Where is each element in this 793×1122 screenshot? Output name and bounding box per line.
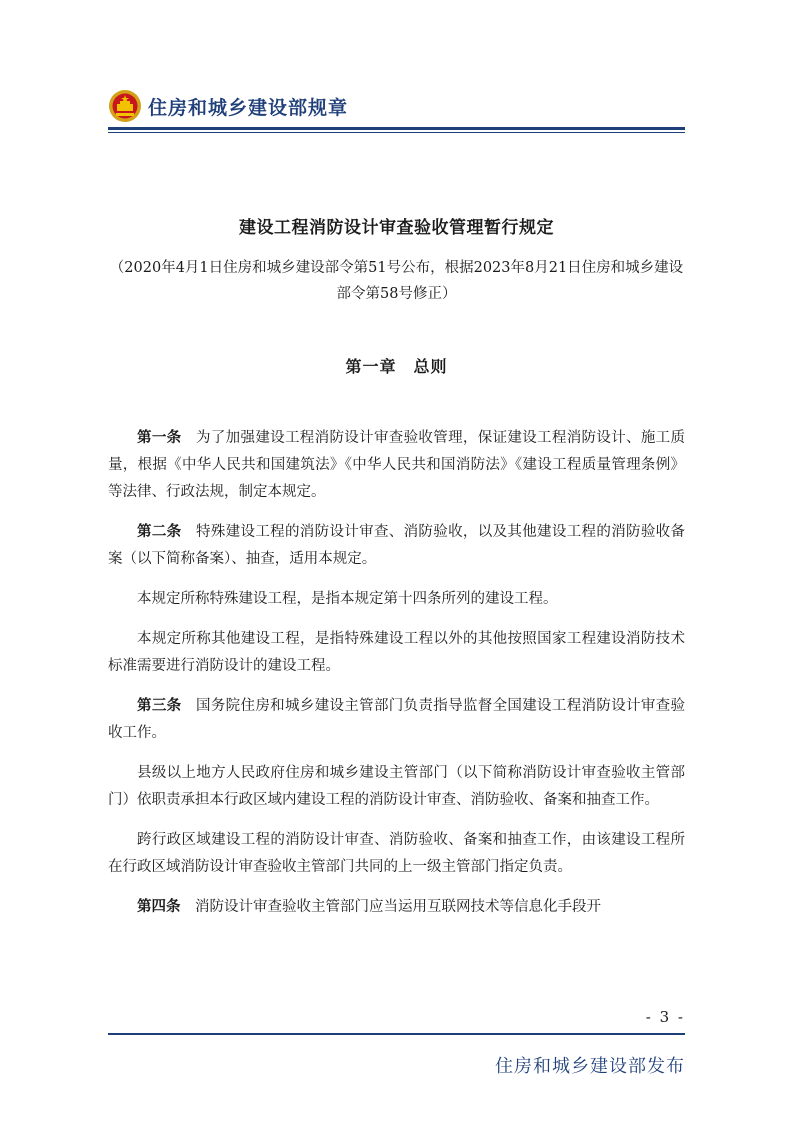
document-revision-note: （2020年4月1日住房和城乡建设部令第51号公布，根据2023年8月21日住房和城乡建设部令第58号修正） bbox=[109, 260, 684, 302]
footer-divider bbox=[108, 1033, 685, 1035]
article-label: 第一条 bbox=[137, 430, 182, 446]
chapter-heading: 第一章 总则 bbox=[345, 357, 448, 376]
article-text: 本规定所称特殊建设工程，是指本规定第十四条所列的建设工程。 bbox=[137, 591, 558, 607]
footer-publisher: 住房和城乡建设部发布 bbox=[495, 1056, 685, 1077]
article-paragraph bbox=[108, 519, 685, 573]
article-paragraph bbox=[108, 894, 685, 921]
page-number: - 3 - bbox=[645, 1008, 685, 1026]
document-title: 建设工程消防设计审查验收管理暂行规定 bbox=[239, 218, 554, 238]
header-title: 住房和城乡建设部规章 bbox=[148, 96, 349, 119]
header-divider-thin bbox=[108, 132, 685, 133]
article-text: 国务院住房和城乡建设主管部门负责指导监督全国建设工程消防设计审查验收工作。 bbox=[108, 698, 686, 741]
article-text: 为了加强建设工程消防设计审查验收管理，保证建设工程消防设计、施工质量，根据《中华人民共和国建筑法》《中华人民共和国消防法》《建设工程质量管理条例》等法律、行政法规，制定本规定。 bbox=[108, 430, 686, 500]
page-header bbox=[108, 86, 348, 126]
article-text: 消防设计审查验收主管部门应当运用互联网技术等信息化手段开 bbox=[195, 899, 601, 915]
article-paragraph bbox=[108, 760, 685, 814]
article-label: 第四条 bbox=[137, 899, 181, 915]
article-paragraph bbox=[108, 827, 685, 881]
article-label: 第二条 bbox=[137, 524, 182, 540]
article-paragraph bbox=[108, 586, 685, 613]
header-divider bbox=[108, 127, 685, 130]
article-paragraph bbox=[108, 425, 685, 506]
article-label: 第三条 bbox=[137, 698, 182, 714]
article-text: 县级以上地方人民政府住房和城乡建设主管部门（以下简称消防设计审查验收主管部门）依职责承担本行政区域内建设工程的消防设计审查、消防验收、备案和抽查工作。 bbox=[108, 765, 685, 808]
article-paragraph bbox=[108, 693, 685, 747]
article-text: 本规定所称其他建设工程，是指特殊建设工程以外的其他按照国家工程建设消防技术标准需要进行消防设计的建设工程。 bbox=[108, 631, 685, 674]
document-body bbox=[108, 425, 685, 934]
article-text: 特殊建设工程的消防设计审查、消防验收，以及其他建设工程的消防验收备案（以下简称备案）、抽查，适用本规定。 bbox=[108, 524, 686, 567]
national-emblem-icon bbox=[108, 89, 142, 123]
article-text: 跨行政区域建设工程的消防设计审查、消防验收、备案和抽查工作，由该建设工程所在行政区域消防设计审查验收主管部门共同的上一级主管部门指定负责。 bbox=[108, 832, 685, 875]
article-paragraph bbox=[108, 626, 685, 680]
